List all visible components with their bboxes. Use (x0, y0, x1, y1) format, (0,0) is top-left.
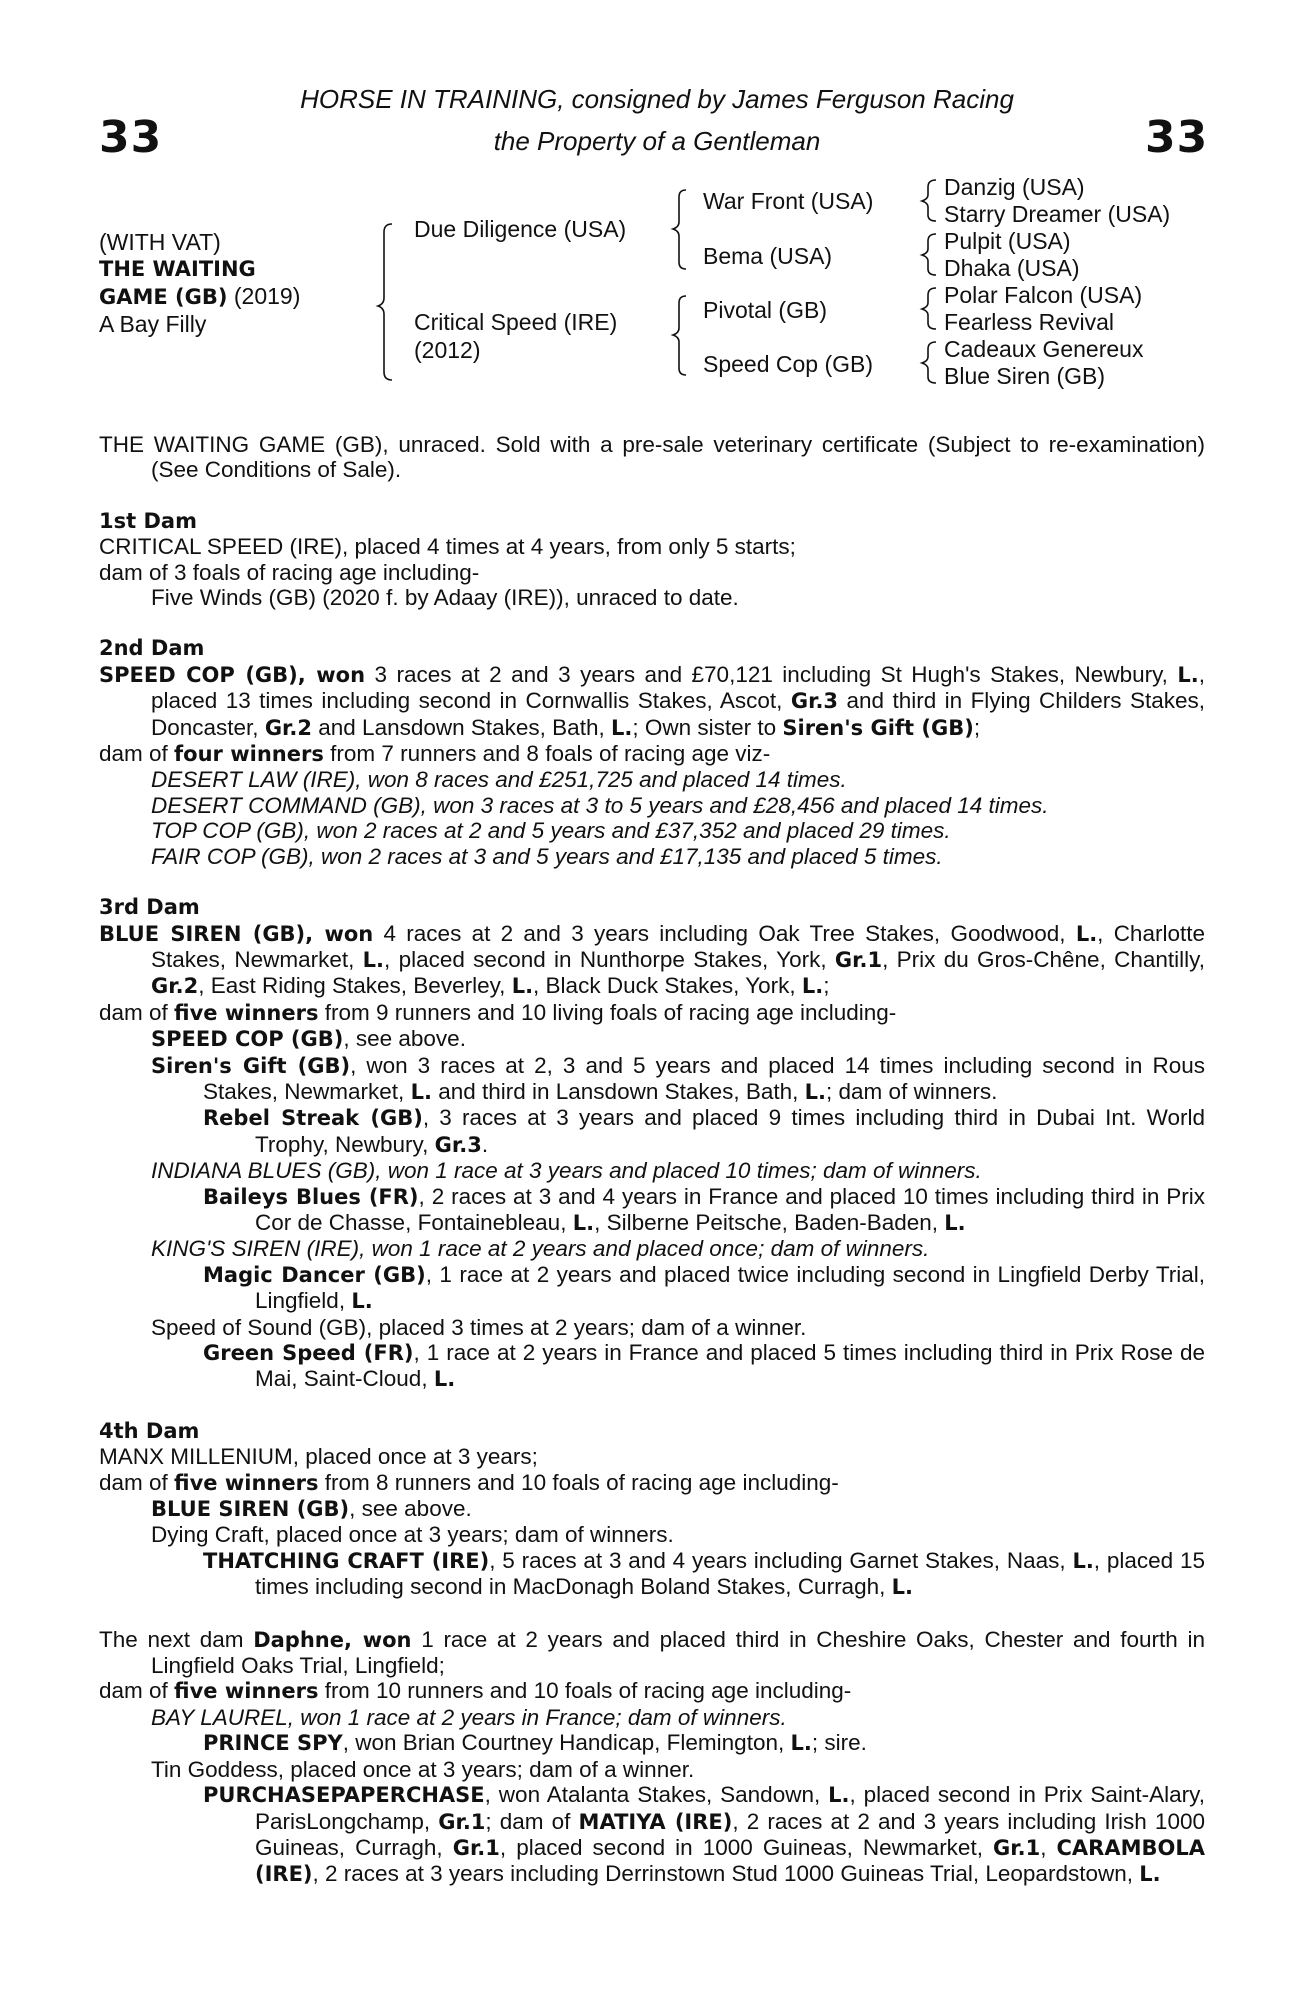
fourth-dam-produce-1: BLUE SIREN (GB), see above. (151, 1496, 472, 1522)
next-dam-grandproduce-1a: PRINCE SPY, won Brian Courtney Handicap, Flemington, L.; sire. (203, 1730, 867, 1756)
pedigree-sire: Due Diligence (USA) (414, 216, 627, 242)
next-dam-produce-2: Tin Goddess, placed once at 3 years; dam of a winner. (151, 1756, 695, 1782)
lot-number-right: 33 (1145, 112, 1209, 163)
bracket-sire (673, 190, 686, 269)
third-dam-produce-3: INDIANA BLUES (GB), won 1 race at 3 years and placed 10 times; dam of winners. (151, 1158, 982, 1184)
third-dam-grandproduce-3a: Baileys Blues (FR), 2 races at 3 and 4 years in France and placed 10 times including third in Prix Cor de Chasse, Fontainebleau, L., Silberne Peitsche, Baden-Baden, L. (203, 1183, 1205, 1235)
third-dam-produce-5: Speed of Sound (GB), placed 3 times at 2 years; dam of a winner. (151, 1314, 807, 1340)
bracket-dam (673, 296, 686, 375)
second-dam-record: SPEED COP (GB), won 3 races at 2 and 3 years and £70,121 including St Hugh's Stakes, Newbury, L., placed 13 times including second in Cornwallis Stakes, Ascot, Gr.3 and third in Flying Childers Stakes, Doncaster, Gr.2 and Lansdown Stakes, Bath, L.; Own sister to Siren's Gift (GB); (99, 661, 1205, 740)
second-dam-produce-1: DESERT LAW (IRE), won 8 races and £251,725 and placed 14 times. (151, 767, 847, 793)
third-dam-grandproduce-4a: Magic Dancer (GB), 1 race at 2 years and placed twice including second in Lingfield Derby Trial, Lingfield, L. (203, 1261, 1205, 1314)
horse-year: (2019) (227, 283, 301, 309)
first-dam-heading: 1st Dam (99, 508, 197, 533)
property-line: the Property of a Gentleman (493, 126, 821, 156)
horse-name-line1: THE WAITING (99, 257, 256, 281)
pedigree-ddd: Blue Siren (GB) (944, 363, 1106, 389)
fourth-dam-heading: 4th Dam (99, 1418, 200, 1443)
catalogue-body (99, 432, 1205, 1888)
third-dam-grandproduce-2a: Rebel Streak (GB), 3 races at 3 years and placed 9 times including third in Dubai Int. World Trophy, Newbury, Gr.3. (203, 1105, 1205, 1157)
next-dam-record: The next dam Daphne, won 1 race at 2 years and placed third in Cheshire Oaks, Chester and fourth in Lingfield Oaks Trial, Lingfield; (99, 1626, 1206, 1679)
fourth-dam-produce-summary: dam of five winners from 8 runners and 10 foals of racing age including- (99, 1469, 839, 1495)
pedigree-sire-dam: Bema (USA) (703, 243, 833, 269)
second-dam-produce-2: DESERT COMMAND (GB), won 3 races at 3 to 5 years and £28,456 and placed 14 times. (151, 792, 1049, 818)
pedigree-dss: Polar Falcon (USA) (944, 282, 1143, 308)
vat-label: (WITH VAT) (99, 229, 221, 255)
third-dam-grandproduce-5a: Green Speed (FR), 1 race at 2 years in France and placed 5 times including third in Prix Rose de Mai, Saint-Cloud, L. (203, 1340, 1205, 1392)
pedigree-dam-dam: Speed Cop (GB) (703, 351, 874, 377)
pedigree-sdd: Dhaka (USA) (944, 255, 1080, 281)
pedigree-dam-line1: Critical Speed (IRE) (414, 309, 618, 335)
second-dam-produce-3: TOP COP (GB), won 2 races at 2 and 5 years and £37,352 and placed 29 times. (151, 818, 951, 844)
pedigree-dam-line2: (2012) (414, 337, 481, 363)
fourth-dam-produce-2: Dying Craft, placed once at 3 years; dam of winners. (151, 1522, 674, 1548)
pedigree-dsd: Fearless Revival (944, 309, 1114, 335)
pedigree-ssd: Starry Dreamer (USA) (944, 201, 1171, 227)
intro-paragraph: THE WAITING GAME (GB), unraced. Sold with a pre-sale veterinary certificate (Subject to re-examination) (See Conditions of Sale). (99, 432, 1205, 483)
second-dam-heading: 2nd Dam (99, 636, 205, 661)
bracket-ds (922, 288, 936, 329)
first-dam-line1: CRITICAL SPEED (IRE), placed 4 times at 4 years, from only 5 starts; (99, 534, 796, 560)
next-dam-grandproduce-2a: PURCHASEPAPERCHASE, won Atalanta Stakes, Sandown, L., placed second in Prix Saint-Alary, ParisLongchamp, Gr.1; dam of MATIYA (IRE), 2 races at 2 and 3 years including Irish 1000 Guineas, Curragh, Gr.1, placed second in 1000 Guineas, Newmarket, Gr.1, CARAMBOLA (IRE), 2 races at 3 years including Derrinstown Stud 1000 Guineas Trial, Leopardstown, L. (203, 1782, 1206, 1887)
pedigree-dam-sire: Pivotal (GB) (703, 297, 827, 323)
pedigree-dds: Cadeaux Genereux (944, 336, 1144, 362)
bracket-ss (922, 180, 936, 221)
first-dam-produce: Five Winds (GB) (2020 f. by Adaay (IRE)), unraced to date. (151, 585, 739, 611)
third-dam-produce-2: Siren's Gift (GB), won 3 races at 2, 3 and 5 years and placed 14 times including second in Rous Stakes, Newmarket, L. and third in Lansdown Stakes, Bath, L.; dam of winners. (151, 1052, 1205, 1104)
pedigree-sss: Danzig (USA) (944, 174, 1085, 200)
third-dam-produce-1: SPEED COP (GB), see above. (151, 1026, 466, 1052)
second-dam-produce-summary: dam of four winners from 7 runners and 8 foals of racing age viz- (99, 741, 771, 767)
third-dam-produce-summary: dam of five winners from 9 runners and 10 living foals of racing age including- (99, 999, 897, 1025)
third-dam-heading: 3rd Dam (99, 895, 200, 920)
third-dam-record: BLUE SIREN (GB), won 4 races at 2 and 3 years including Oak Tree Stakes, Goodwood, L., Charlotte Stakes, Newmarket, L., placed second in Nunthorpe Stakes, York, Gr.1, Prix du Gros-Chêne, Chantilly, Gr.2, East Riding Stakes, Beverley, L., Black Duck Stakes, York, L.; (99, 920, 1205, 999)
third-dam-produce-4: KING'S SIREN (IRE), won 1 race at 2 years and placed once; dam of winners. (151, 1236, 930, 1262)
fourth-dam-line1: MANX MILLENIUM, placed once at 3 years; (99, 1444, 538, 1470)
pedigree-sire-sire: War Front (USA) (703, 188, 874, 214)
consignment-line: HORSE IN TRAINING, consigned by James Ferguson Racing (300, 84, 1014, 114)
bracket-dd (922, 342, 936, 383)
next-dam-produce-1: BAY LAUREL, won 1 race at 2 years in France; dam of winners. (151, 1704, 787, 1730)
first-dam-line2: dam of 3 foals of racing age including- (99, 559, 480, 585)
bracket-main (378, 224, 392, 380)
pedigree-sds: Pulpit (USA) (944, 228, 1071, 254)
lot-number-left: 33 (99, 112, 163, 163)
next-dam-produce-summary: dam of five winners from 10 runners and 10 foals of racing age including- (99, 1678, 852, 1704)
fourth-dam-grandproduce-2a: THATCHING CRAFT (IRE), 5 races at 3 and 4 years including Garnet Stakes, Naas, L., placed 15 times including second in MacDonagh Boland Stakes, Curragh, L. (203, 1547, 1205, 1600)
bracket-sd (922, 234, 936, 275)
horse-description: A Bay Filly (99, 311, 207, 337)
second-dam-produce-4: FAIR COP (GB), won 2 races at 3 and 5 years and £17,135 and placed 5 times. (151, 843, 943, 869)
horse-name-line2: GAME (GB) (99, 285, 228, 309)
